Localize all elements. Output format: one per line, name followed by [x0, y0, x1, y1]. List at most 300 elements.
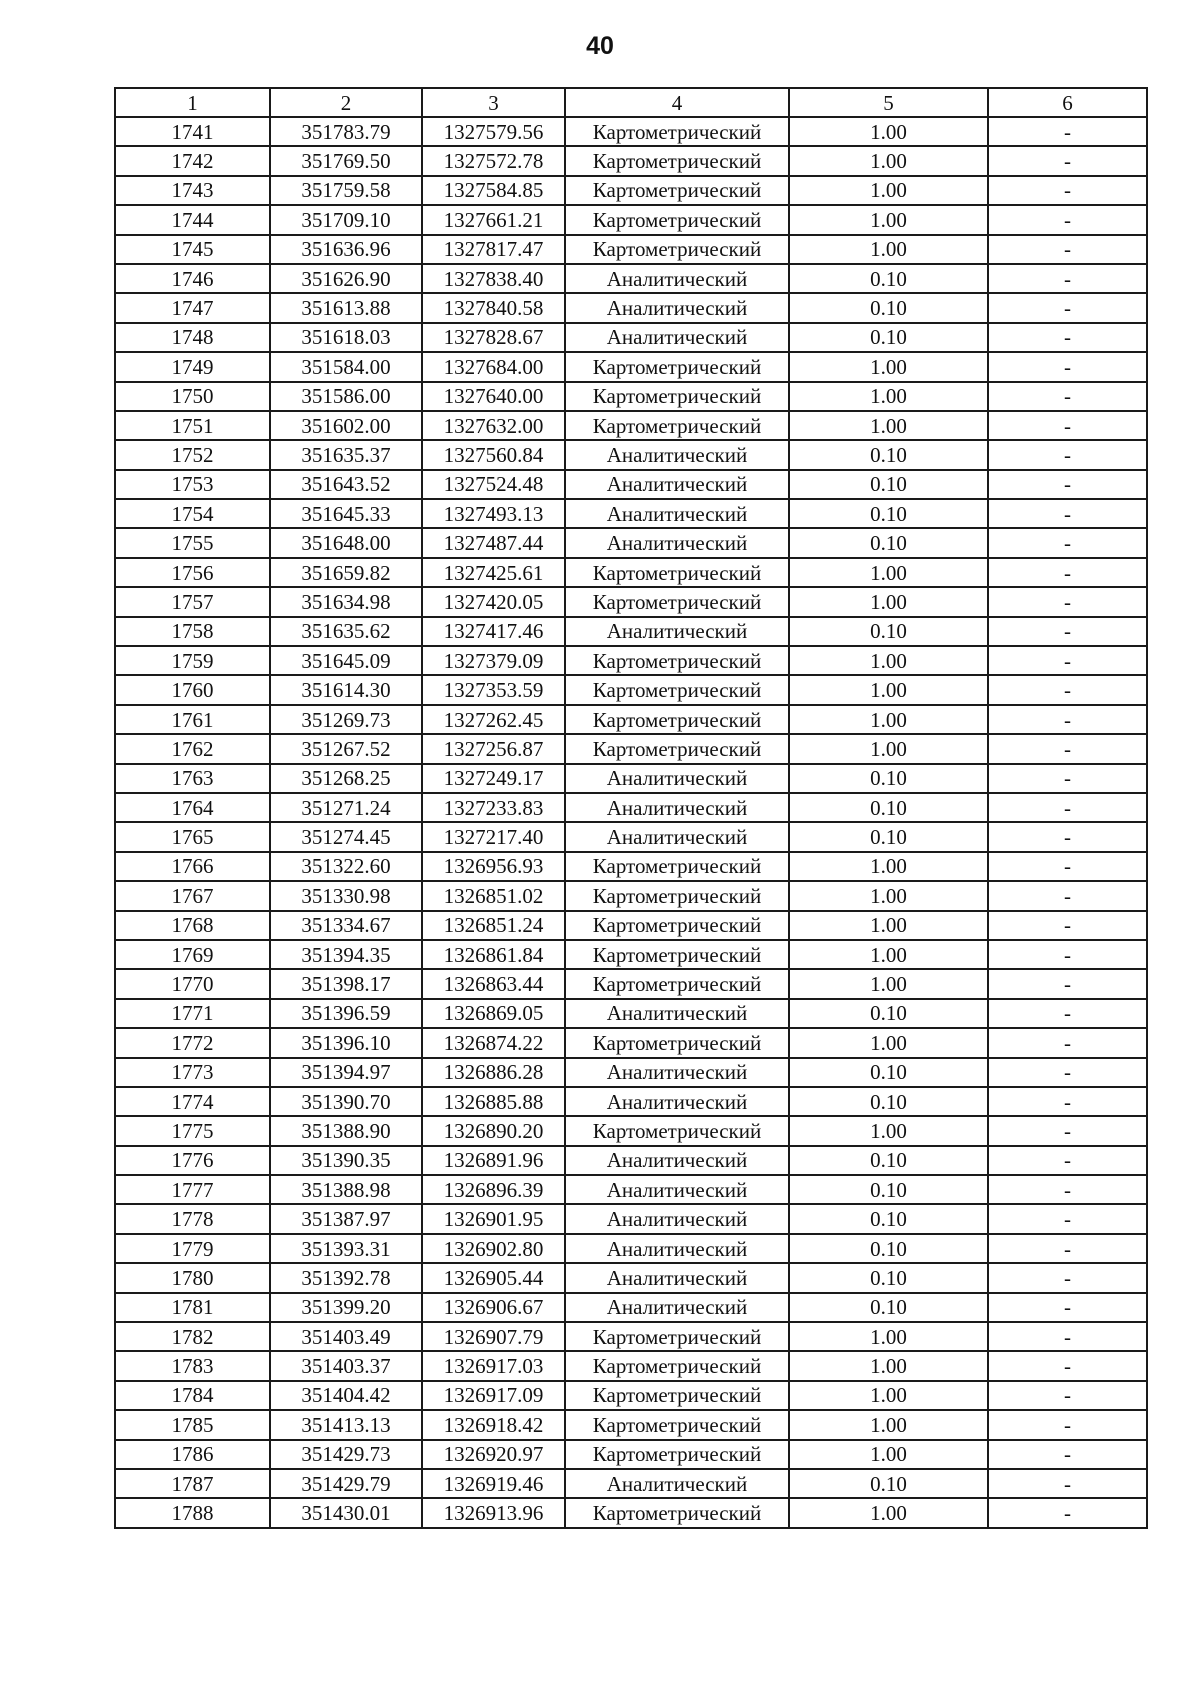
- point-number-cell: 1741: [115, 117, 270, 146]
- y-coordinate-cell: 1327817.47: [422, 235, 565, 264]
- accuracy-cell: 0.10: [789, 528, 988, 557]
- description-cell: -: [988, 499, 1147, 528]
- description-cell: -: [988, 617, 1147, 646]
- table-row: [115, 675, 1147, 704]
- y-coordinate-cell: 1326885.88: [422, 1087, 565, 1116]
- table-row: [115, 1234, 1147, 1263]
- accuracy-cell: 1.00: [789, 705, 988, 734]
- accuracy-cell: 0.10: [789, 1204, 988, 1233]
- table-row: [115, 440, 1147, 469]
- method-cell: Картометрический: [565, 146, 789, 175]
- description-cell: -: [988, 1498, 1147, 1527]
- x-coordinate-cell: 351635.37: [270, 440, 422, 469]
- point-number-cell: 1744: [115, 205, 270, 234]
- table-row: [115, 382, 1147, 411]
- method-cell: Картометрический: [565, 117, 789, 146]
- table-row: [115, 558, 1147, 587]
- description-cell: -: [988, 323, 1147, 352]
- point-number-cell: 1769: [115, 940, 270, 969]
- y-coordinate-cell: 1326891.96: [422, 1146, 565, 1175]
- description-cell: -: [988, 146, 1147, 175]
- method-cell: Картометрический: [565, 1381, 789, 1410]
- method-cell: Аналитический: [565, 1204, 789, 1233]
- accuracy-cell: 1.00: [789, 1410, 988, 1439]
- column-header-4: 4: [565, 88, 789, 117]
- table-row: [115, 1058, 1147, 1087]
- description-cell: -: [988, 1116, 1147, 1145]
- method-cell: Аналитический: [565, 999, 789, 1028]
- x-coordinate-cell: 351392.78: [270, 1263, 422, 1292]
- description-cell: -: [988, 646, 1147, 675]
- y-coordinate-cell: 1326920.97: [422, 1440, 565, 1469]
- accuracy-cell: 1.00: [789, 852, 988, 881]
- description-cell: -: [988, 1351, 1147, 1380]
- description-cell: -: [988, 1293, 1147, 1322]
- point-number-cell: 1742: [115, 146, 270, 175]
- method-cell: Аналитический: [565, 1469, 789, 1498]
- x-coordinate-cell: 351322.60: [270, 852, 422, 881]
- y-coordinate-cell: 1327425.61: [422, 558, 565, 587]
- x-coordinate-cell: 351393.31: [270, 1234, 422, 1263]
- point-number-cell: 1764: [115, 793, 270, 822]
- method-cell: Аналитический: [565, 440, 789, 469]
- description-cell: -: [988, 1469, 1147, 1498]
- table-row: [115, 764, 1147, 793]
- x-coordinate-cell: 351403.37: [270, 1351, 422, 1380]
- table-row: [115, 646, 1147, 675]
- method-cell: Картометрический: [565, 1410, 789, 1439]
- point-number-cell: 1748: [115, 323, 270, 352]
- method-cell: Картометрический: [565, 852, 789, 881]
- accuracy-cell: 0.10: [789, 1146, 988, 1175]
- y-coordinate-cell: 1327487.44: [422, 528, 565, 557]
- table-row: [115, 852, 1147, 881]
- x-coordinate-cell: 351394.97: [270, 1058, 422, 1087]
- description-cell: -: [988, 1440, 1147, 1469]
- point-number-cell: 1778: [115, 1204, 270, 1233]
- y-coordinate-cell: 1326874.22: [422, 1028, 565, 1057]
- x-coordinate-cell: 351390.70: [270, 1087, 422, 1116]
- page-number: 40: [586, 32, 614, 60]
- x-coordinate-cell: 351645.09: [270, 646, 422, 675]
- description-cell: -: [988, 881, 1147, 910]
- y-coordinate-cell: 1326902.80: [422, 1234, 565, 1263]
- method-cell: Картометрический: [565, 646, 789, 675]
- method-cell: Аналитический: [565, 822, 789, 851]
- x-coordinate-cell: 351398.17: [270, 969, 422, 998]
- column-header-3: 3: [422, 88, 565, 117]
- table-row: [115, 117, 1147, 146]
- accuracy-cell: 1.00: [789, 1116, 988, 1145]
- accuracy-cell: 0.10: [789, 822, 988, 851]
- point-number-cell: 1784: [115, 1381, 270, 1410]
- y-coordinate-cell: 1326886.28: [422, 1058, 565, 1087]
- point-number-cell: 1783: [115, 1351, 270, 1380]
- accuracy-cell: 1.00: [789, 734, 988, 763]
- point-number-cell: 1759: [115, 646, 270, 675]
- x-coordinate-cell: 351618.03: [270, 323, 422, 352]
- table-row: [115, 1175, 1147, 1204]
- point-number-cell: 1772: [115, 1028, 270, 1057]
- y-coordinate-cell: 1326905.44: [422, 1263, 565, 1292]
- y-coordinate-cell: 1326851.24: [422, 911, 565, 940]
- point-number-cell: 1788: [115, 1498, 270, 1527]
- accuracy-cell: 1.00: [789, 1498, 988, 1527]
- description-cell: -: [988, 1204, 1147, 1233]
- y-coordinate-cell: 1327493.13: [422, 499, 565, 528]
- column-header-2: 2: [270, 88, 422, 117]
- x-coordinate-cell: 351267.52: [270, 734, 422, 763]
- point-number-cell: 1751: [115, 411, 270, 440]
- y-coordinate-cell: 1327262.45: [422, 705, 565, 734]
- method-cell: Картометрический: [565, 205, 789, 234]
- x-coordinate-cell: 351404.42: [270, 1381, 422, 1410]
- table-row: [115, 146, 1147, 175]
- y-coordinate-cell: 1327684.00: [422, 352, 565, 381]
- description-cell: -: [988, 852, 1147, 881]
- y-coordinate-cell: 1327256.87: [422, 734, 565, 763]
- y-coordinate-cell: 1326890.20: [422, 1116, 565, 1145]
- accuracy-cell: 0.10: [789, 793, 988, 822]
- table-row: [115, 528, 1147, 557]
- column-header-5: 5: [789, 88, 988, 117]
- accuracy-cell: 0.10: [789, 470, 988, 499]
- y-coordinate-cell: 1327420.05: [422, 587, 565, 616]
- point-number-cell: 1754: [115, 499, 270, 528]
- y-coordinate-cell: 1327838.40: [422, 264, 565, 293]
- point-number-cell: 1779: [115, 1234, 270, 1263]
- point-number-cell: 1746: [115, 264, 270, 293]
- header-row: [115, 88, 1147, 117]
- method-cell: Картометрический: [565, 587, 789, 616]
- description-cell: -: [988, 1234, 1147, 1263]
- table-body: [115, 117, 1147, 1528]
- accuracy-cell: 0.10: [789, 1058, 988, 1087]
- table-row: [115, 999, 1147, 1028]
- x-coordinate-cell: 351659.82: [270, 558, 422, 587]
- x-coordinate-cell: 351430.01: [270, 1498, 422, 1527]
- table-row: [115, 1146, 1147, 1175]
- description-cell: -: [988, 734, 1147, 763]
- method-cell: Картометрический: [565, 352, 789, 381]
- y-coordinate-cell: 1327840.58: [422, 293, 565, 322]
- x-coordinate-cell: 351268.25: [270, 764, 422, 793]
- method-cell: Аналитический: [565, 1234, 789, 1263]
- table-row: [115, 352, 1147, 381]
- accuracy-cell: 0.10: [789, 999, 988, 1028]
- point-number-cell: 1762: [115, 734, 270, 763]
- description-cell: -: [988, 352, 1147, 381]
- table-row: [115, 176, 1147, 205]
- method-cell: Картометрический: [565, 1116, 789, 1145]
- table-row: [115, 822, 1147, 851]
- accuracy-cell: 1.00: [789, 911, 988, 940]
- x-coordinate-cell: 351274.45: [270, 822, 422, 851]
- description-cell: -: [988, 558, 1147, 587]
- y-coordinate-cell: 1327640.00: [422, 382, 565, 411]
- table-row: [115, 1410, 1147, 1439]
- point-number-cell: 1771: [115, 999, 270, 1028]
- table-row: [115, 587, 1147, 616]
- accuracy-cell: 1.00: [789, 352, 988, 381]
- point-number-cell: 1777: [115, 1175, 270, 1204]
- table-row: [115, 1322, 1147, 1351]
- x-coordinate-cell: 351626.90: [270, 264, 422, 293]
- method-cell: Картометрический: [565, 1440, 789, 1469]
- method-cell: Картометрический: [565, 411, 789, 440]
- y-coordinate-cell: 1327560.84: [422, 440, 565, 469]
- point-number-cell: 1761: [115, 705, 270, 734]
- y-coordinate-cell: 1326913.96: [422, 1498, 565, 1527]
- method-cell: Аналитический: [565, 1175, 789, 1204]
- x-coordinate-cell: 351271.24: [270, 793, 422, 822]
- method-cell: Картометрический: [565, 176, 789, 205]
- point-number-cell: 1765: [115, 822, 270, 851]
- point-number-cell: 1743: [115, 176, 270, 205]
- method-cell: Картометрический: [565, 675, 789, 704]
- method-cell: Аналитический: [565, 1146, 789, 1175]
- accuracy-cell: 1.00: [789, 1381, 988, 1410]
- description-cell: -: [988, 382, 1147, 411]
- point-number-cell: 1782: [115, 1322, 270, 1351]
- y-coordinate-cell: 1327572.78: [422, 146, 565, 175]
- description-cell: -: [988, 1058, 1147, 1087]
- accuracy-cell: 1.00: [789, 558, 988, 587]
- table-row: [115, 1116, 1147, 1145]
- x-coordinate-cell: 351399.20: [270, 1293, 422, 1322]
- table-row: [115, 1498, 1147, 1527]
- method-cell: Аналитический: [565, 264, 789, 293]
- x-coordinate-cell: 351334.67: [270, 911, 422, 940]
- description-cell: -: [988, 1381, 1147, 1410]
- description-cell: -: [988, 911, 1147, 940]
- table-row: [115, 264, 1147, 293]
- x-coordinate-cell: 351769.50: [270, 146, 422, 175]
- method-cell: Картометрический: [565, 881, 789, 910]
- x-coordinate-cell: 351602.00: [270, 411, 422, 440]
- x-coordinate-cell: 351634.98: [270, 587, 422, 616]
- accuracy-cell: 1.00: [789, 205, 988, 234]
- x-coordinate-cell: 351330.98: [270, 881, 422, 910]
- method-cell: Картометрический: [565, 911, 789, 940]
- description-cell: -: [988, 1322, 1147, 1351]
- point-number-cell: 1768: [115, 911, 270, 940]
- y-coordinate-cell: 1326869.05: [422, 999, 565, 1028]
- description-cell: -: [988, 205, 1147, 234]
- x-coordinate-cell: 351759.58: [270, 176, 422, 205]
- accuracy-cell: 1.00: [789, 675, 988, 704]
- table-row: [115, 411, 1147, 440]
- point-number-cell: 1776: [115, 1146, 270, 1175]
- table-row: [115, 499, 1147, 528]
- point-number-cell: 1781: [115, 1293, 270, 1322]
- description-cell: -: [988, 1410, 1147, 1439]
- method-cell: Аналитический: [565, 617, 789, 646]
- point-number-cell: 1758: [115, 617, 270, 646]
- y-coordinate-cell: 1326919.46: [422, 1469, 565, 1498]
- accuracy-cell: 0.10: [789, 1234, 988, 1263]
- y-coordinate-cell: 1327249.17: [422, 764, 565, 793]
- y-coordinate-cell: 1326901.95: [422, 1204, 565, 1233]
- table-row: [115, 205, 1147, 234]
- x-coordinate-cell: 351613.88: [270, 293, 422, 322]
- table-row: [115, 734, 1147, 763]
- y-coordinate-cell: 1326896.39: [422, 1175, 565, 1204]
- method-cell: Аналитический: [565, 1058, 789, 1087]
- accuracy-cell: 0.10: [789, 1175, 988, 1204]
- description-cell: -: [988, 822, 1147, 851]
- point-number-cell: 1757: [115, 587, 270, 616]
- point-number-cell: 1753: [115, 470, 270, 499]
- coordinates-table: [114, 87, 1148, 1529]
- accuracy-cell: 0.10: [789, 499, 988, 528]
- description-cell: -: [988, 1263, 1147, 1292]
- method-cell: Аналитический: [565, 1087, 789, 1116]
- method-cell: Картометрический: [565, 1028, 789, 1057]
- description-cell: -: [988, 117, 1147, 146]
- method-cell: Аналитический: [565, 293, 789, 322]
- method-cell: Аналитический: [565, 470, 789, 499]
- method-cell: Картометрический: [565, 969, 789, 998]
- description-cell: -: [988, 705, 1147, 734]
- description-cell: -: [988, 176, 1147, 205]
- description-cell: -: [988, 264, 1147, 293]
- accuracy-cell: 0.10: [789, 264, 988, 293]
- point-number-cell: 1745: [115, 235, 270, 264]
- table-row: [115, 323, 1147, 352]
- point-number-cell: 1755: [115, 528, 270, 557]
- accuracy-cell: 1.00: [789, 382, 988, 411]
- accuracy-cell: 1.00: [789, 587, 988, 616]
- y-coordinate-cell: 1326917.09: [422, 1381, 565, 1410]
- point-number-cell: 1766: [115, 852, 270, 881]
- method-cell: Картометрический: [565, 558, 789, 587]
- y-coordinate-cell: 1326917.03: [422, 1351, 565, 1380]
- method-cell: Картометрический: [565, 734, 789, 763]
- x-coordinate-cell: 351635.62: [270, 617, 422, 646]
- method-cell: Аналитический: [565, 499, 789, 528]
- x-coordinate-cell: 351394.35: [270, 940, 422, 969]
- x-coordinate-cell: 351403.49: [270, 1322, 422, 1351]
- point-number-cell: 1787: [115, 1469, 270, 1498]
- table-row: [115, 617, 1147, 646]
- description-cell: -: [988, 470, 1147, 499]
- point-number-cell: 1760: [115, 675, 270, 704]
- accuracy-cell: 0.10: [789, 617, 988, 646]
- description-cell: -: [988, 587, 1147, 616]
- accuracy-cell: 1.00: [789, 1028, 988, 1057]
- description-cell: -: [988, 999, 1147, 1028]
- table-row: [115, 1204, 1147, 1233]
- y-coordinate-cell: 1327524.48: [422, 470, 565, 499]
- accuracy-cell: 1.00: [789, 411, 988, 440]
- table-row: [115, 940, 1147, 969]
- y-coordinate-cell: 1327233.83: [422, 793, 565, 822]
- point-number-cell: 1773: [115, 1058, 270, 1087]
- method-cell: Картометрический: [565, 1322, 789, 1351]
- y-coordinate-cell: 1326956.93: [422, 852, 565, 881]
- table-row: [115, 1469, 1147, 1498]
- accuracy-cell: 1.00: [789, 146, 988, 175]
- accuracy-cell: 1.00: [789, 117, 988, 146]
- y-coordinate-cell: 1327379.09: [422, 646, 565, 675]
- accuracy-cell: 1.00: [789, 235, 988, 264]
- point-number-cell: 1786: [115, 1440, 270, 1469]
- point-number-cell: 1747: [115, 293, 270, 322]
- method-cell: Картометрический: [565, 1351, 789, 1380]
- x-coordinate-cell: 351643.52: [270, 470, 422, 499]
- coordinates-table-container: [114, 87, 1146, 1529]
- method-cell: Аналитический: [565, 793, 789, 822]
- table-row: [115, 793, 1147, 822]
- point-number-cell: 1774: [115, 1087, 270, 1116]
- x-coordinate-cell: 351413.13: [270, 1410, 422, 1439]
- x-coordinate-cell: 351586.00: [270, 382, 422, 411]
- method-cell: Картометрический: [565, 235, 789, 264]
- x-coordinate-cell: 351396.59: [270, 999, 422, 1028]
- method-cell: Картометрический: [565, 382, 789, 411]
- point-number-cell: 1763: [115, 764, 270, 793]
- point-number-cell: 1785: [115, 1410, 270, 1439]
- table-row: [115, 1381, 1147, 1410]
- table-row: [115, 1263, 1147, 1292]
- method-cell: Картометрический: [565, 705, 789, 734]
- table-header: [115, 88, 1147, 117]
- x-coordinate-cell: 351390.35: [270, 1146, 422, 1175]
- table-row: [115, 705, 1147, 734]
- x-coordinate-cell: 351269.73: [270, 705, 422, 734]
- table-row: [115, 1028, 1147, 1057]
- description-cell: -: [988, 940, 1147, 969]
- table-row: [115, 969, 1147, 998]
- method-cell: Аналитический: [565, 764, 789, 793]
- y-coordinate-cell: 1326918.42: [422, 1410, 565, 1439]
- y-coordinate-cell: 1326851.02: [422, 881, 565, 910]
- table-row: [115, 293, 1147, 322]
- x-coordinate-cell: 351645.33: [270, 499, 422, 528]
- accuracy-cell: 0.10: [789, 1263, 988, 1292]
- method-cell: Картометрический: [565, 1498, 789, 1527]
- accuracy-cell: 0.10: [789, 293, 988, 322]
- description-cell: -: [988, 411, 1147, 440]
- accuracy-cell: 1.00: [789, 969, 988, 998]
- method-cell: Аналитический: [565, 323, 789, 352]
- accuracy-cell: 0.10: [789, 1293, 988, 1322]
- description-cell: -: [988, 764, 1147, 793]
- accuracy-cell: 1.00: [789, 1322, 988, 1351]
- accuracy-cell: 1.00: [789, 1440, 988, 1469]
- y-coordinate-cell: 1327217.40: [422, 822, 565, 851]
- point-number-cell: 1750: [115, 382, 270, 411]
- x-coordinate-cell: 351648.00: [270, 528, 422, 557]
- column-header-6: 6: [988, 88, 1147, 117]
- table-row: [115, 1087, 1147, 1116]
- y-coordinate-cell: 1326907.79: [422, 1322, 565, 1351]
- accuracy-cell: 0.10: [789, 1087, 988, 1116]
- y-coordinate-cell: 1326861.84: [422, 940, 565, 969]
- point-number-cell: 1756: [115, 558, 270, 587]
- point-number-cell: 1752: [115, 440, 270, 469]
- x-coordinate-cell: 351429.79: [270, 1469, 422, 1498]
- description-cell: -: [988, 675, 1147, 704]
- method-cell: Картометрический: [565, 940, 789, 969]
- x-coordinate-cell: 351387.97: [270, 1204, 422, 1233]
- accuracy-cell: 1.00: [789, 881, 988, 910]
- description-cell: -: [988, 1087, 1147, 1116]
- method-cell: Аналитический: [565, 1293, 789, 1322]
- y-coordinate-cell: 1327579.56: [422, 117, 565, 146]
- description-cell: -: [988, 1028, 1147, 1057]
